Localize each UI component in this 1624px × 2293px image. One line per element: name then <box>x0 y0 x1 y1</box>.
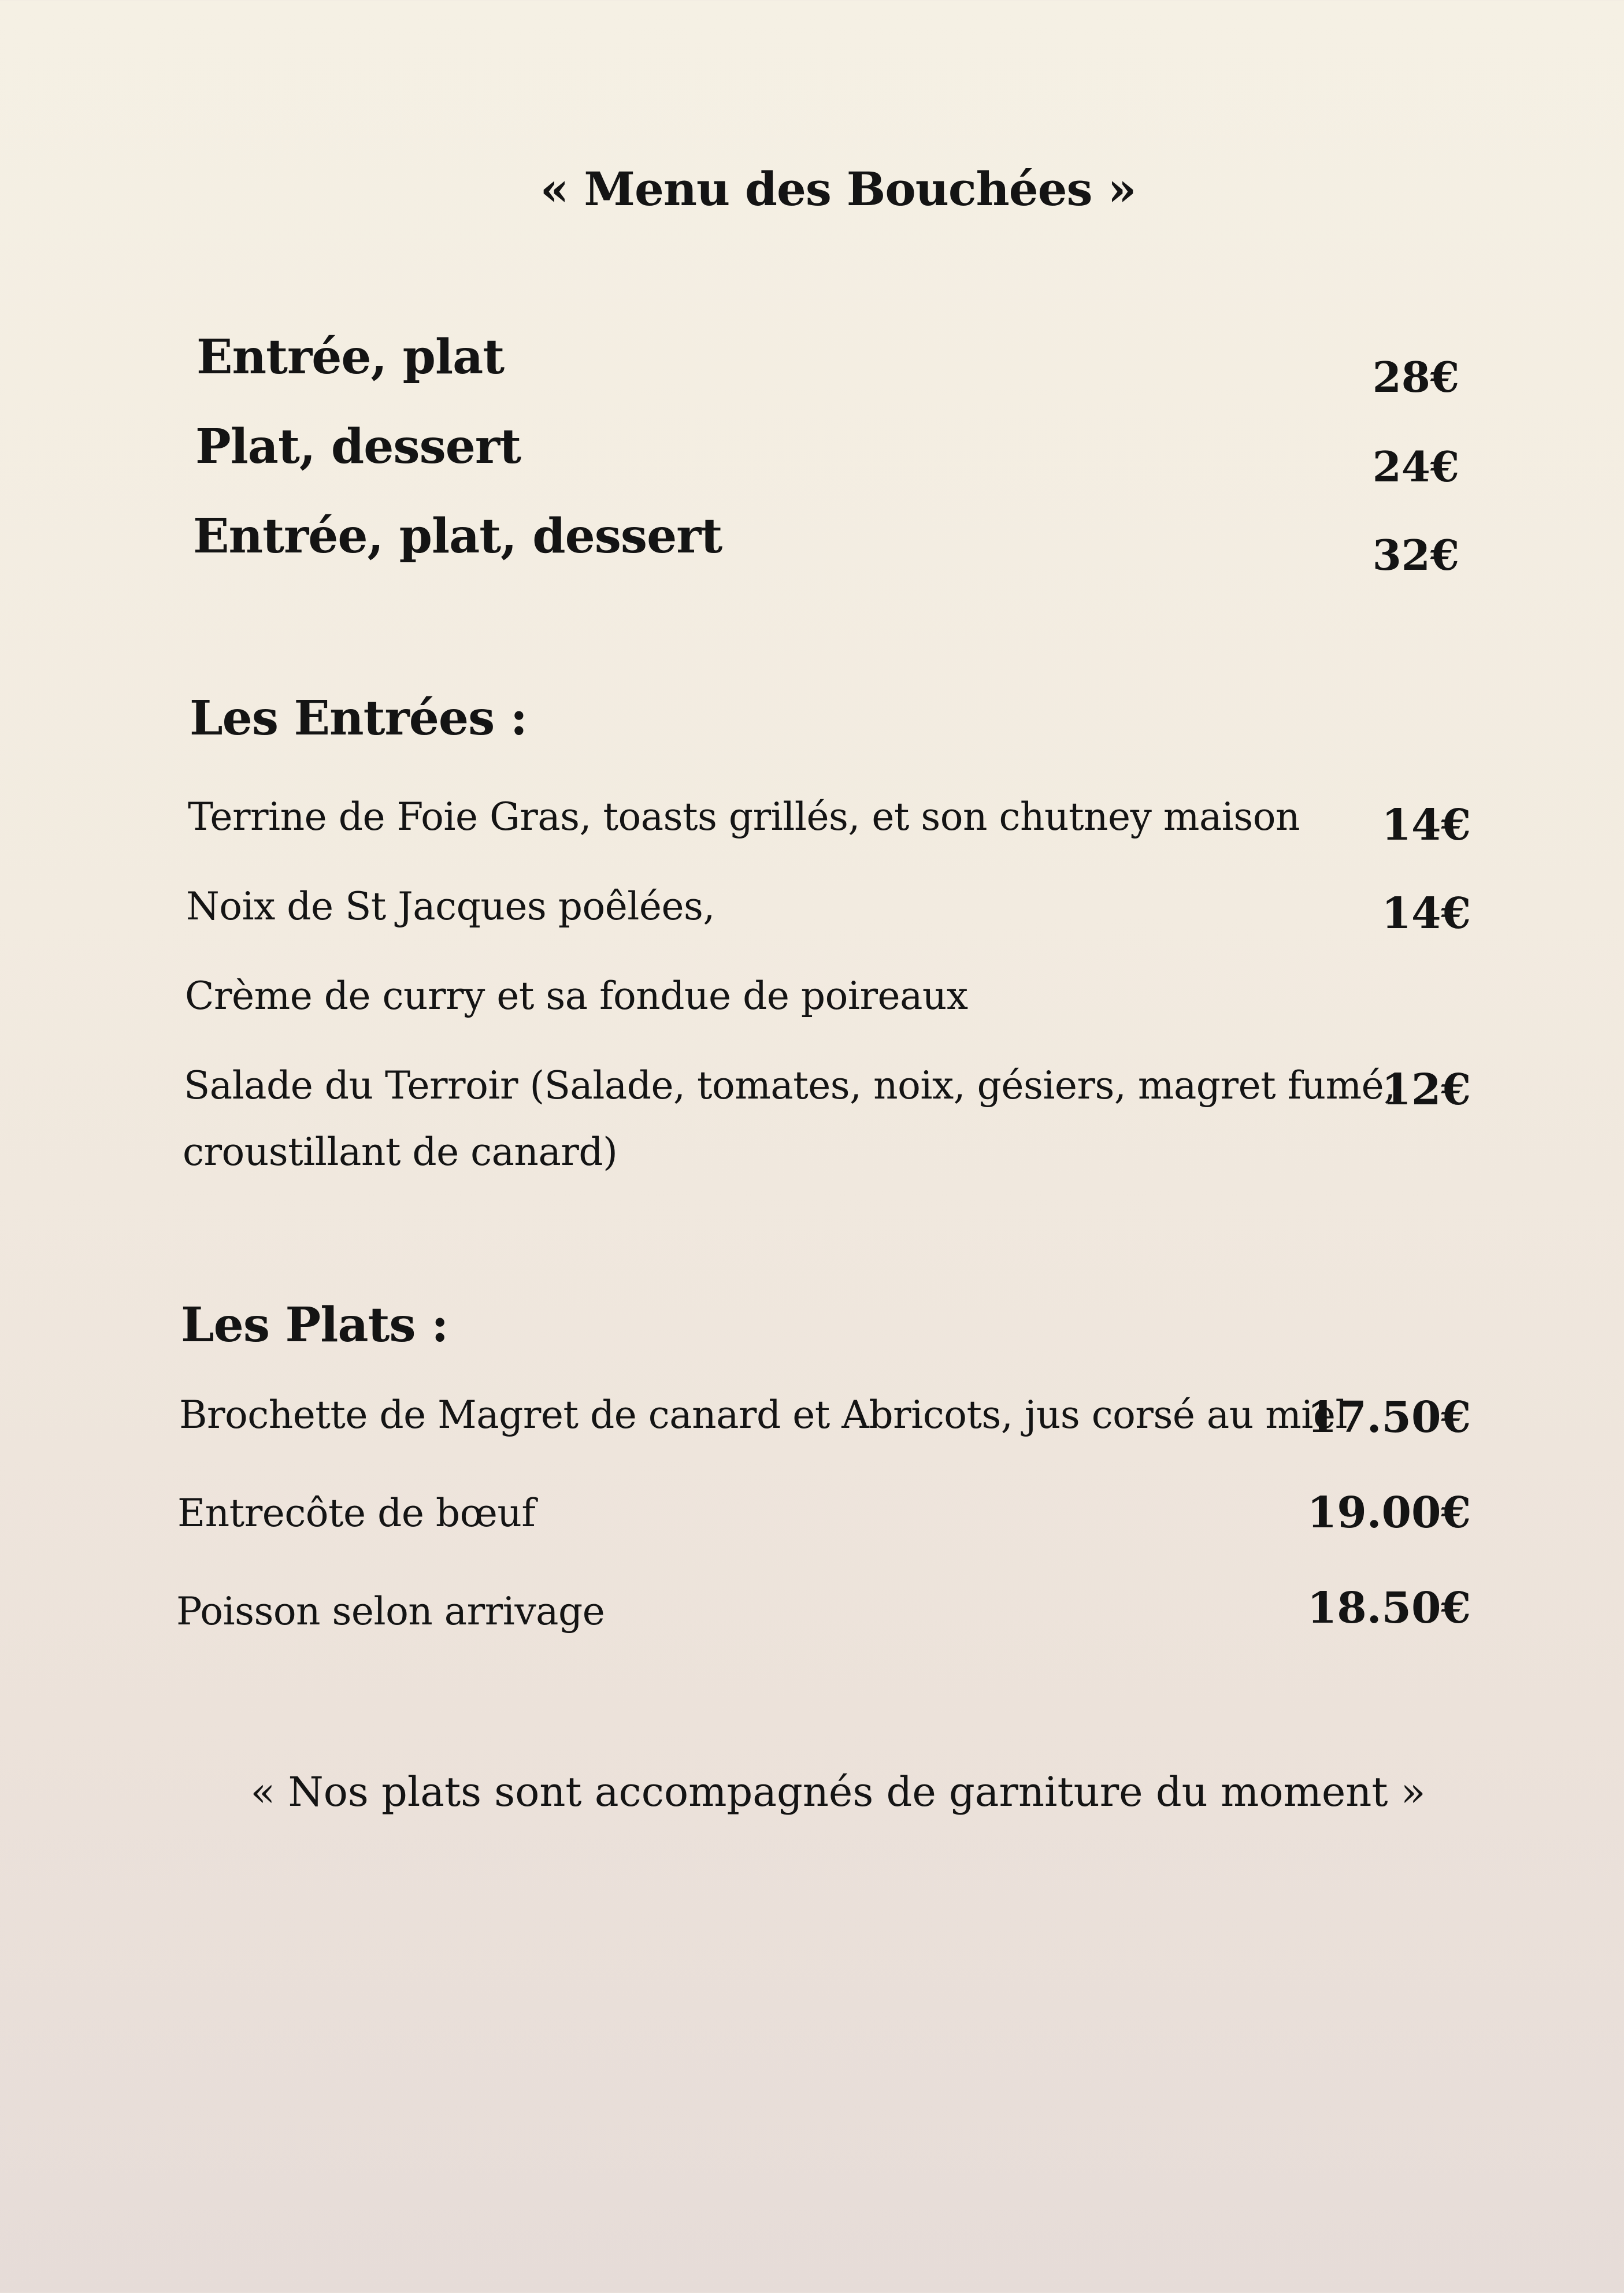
section-heading-plats: Les Plats : <box>181 1297 448 1353</box>
plat-item: Poisson selon arrivage <box>176 1589 605 1634</box>
formula-label: Plat, dessert <box>195 419 521 474</box>
formula-price: 24€ <box>1372 442 1459 491</box>
formula-label: Entrée, plat <box>196 329 505 385</box>
section-heading-entrees: Les Entrées : <box>190 691 528 746</box>
plat-price: 17.50€ <box>1307 1393 1471 1442</box>
plat-item: Entrecôte de bœuf <box>177 1491 536 1535</box>
entree-item-line: Crème de curry et sa fondue de poireaux <box>185 974 968 1018</box>
entree-item-line: Noix de St Jacques poêlées, <box>186 884 715 929</box>
entree-item-line: Terrine de Foie Gras, toasts grillés, et son chutney maison <box>188 795 1300 839</box>
plat-price: 19.00€ <box>1307 1488 1471 1538</box>
plat-item: Brochette de Magret de canard et Abricots, jus corsé au miel <box>179 1393 1348 1437</box>
garnish-note: « Nos plats sont accompagnés de garniture du moment » <box>250 1768 1426 1816</box>
entree-price: 12€ <box>1381 1065 1471 1115</box>
plat-price: 18.50€ <box>1307 1583 1471 1633</box>
entree-price: 14€ <box>1381 800 1471 850</box>
formula-label: Entrée, plat, dessert <box>193 509 722 564</box>
entree-item-line: croustillant de canard) <box>183 1130 618 1174</box>
entree-price: 14€ <box>1381 889 1471 938</box>
formula-price: 32€ <box>1372 530 1459 580</box>
entree-item-line: Salade du Terroir (Salade, tomates, noix, gésiers, magret fumé, <box>184 1063 1396 1108</box>
formula-price: 28€ <box>1372 353 1459 402</box>
menu-title: « Menu des Bouchées » <box>540 162 1136 216</box>
